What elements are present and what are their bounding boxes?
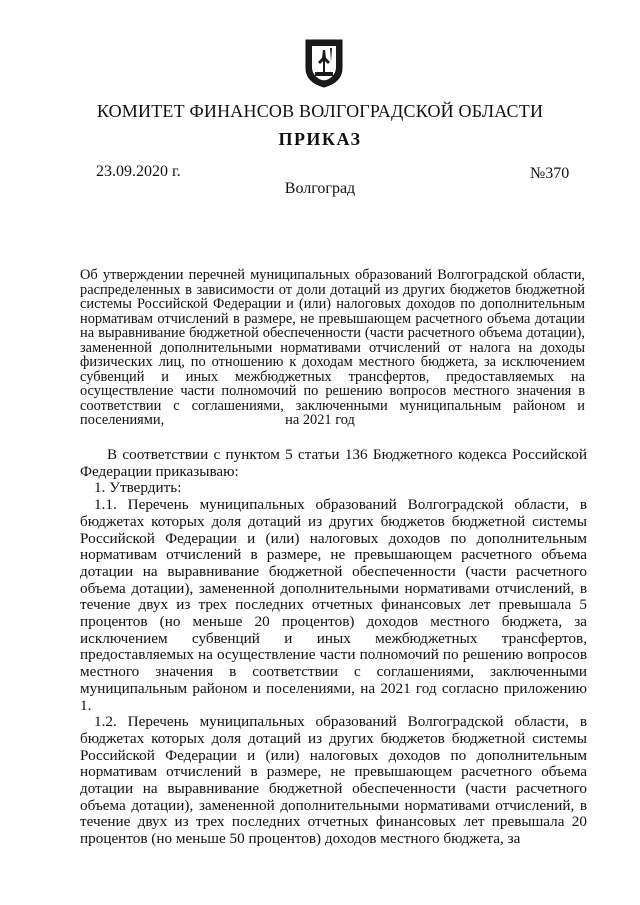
body-item-1: 1. Утвердить: <box>94 479 182 497</box>
order-body <box>80 447 587 848</box>
document-number: №370 <box>530 165 570 182</box>
document-type: ПРИКАЗ <box>278 129 362 149</box>
volgograd-coat-of-arms-icon <box>304 38 344 88</box>
document-city: Волгоград <box>284 180 356 197</box>
order-subject-last-line: на 2021 год <box>285 412 355 428</box>
body-item-1-1: 1.1. Перечень муниципальных образований Волгоградской области, в бюджетах которых доля дотаций из других бюджетов бюджетной системы Российской Федерации и (или) налоговых доходов по дополнительным нормативам отчислений в размере, не превышающем расчетного объема дотации на выравнивание бюджетной обеспеченности (части расчетного объема дотации), замененной дополнительными нормативами отчислений, в течение двух из трех последних отчетных финансовых лет превышала 5 процентов (но меньше 20 процентов) доходов местного бюджета, за исключением субвенций и иных межбюджетных трансфертов, предоставляемых на осуществление части полномочий по решению вопросов местного значения в соответствии с соглашениями, заключенными муниципальным районом и поселениями, на 2021 год согласно приложению 1. <box>80 496 587 714</box>
body-item-1-2: 1.2. Перечень муниципальных образований Волгоградской области, в бюджетах которых доля дотаций из других бюджетов бюджетной системы Российской Федерации и (или) налоговых доходов по дополнительным нормативам отчислений в размере, не превышающем расчетного объема дотации на выравнивание бюджетной обеспеченности (части расчетного объема дотации), замененной дополнительными нормативами отчислений, в течение двух из трех последних отчетных финансовых лет превышала 20 процентов (но меньше 50 процентов) доходов местного бюджета, за <box>80 713 587 848</box>
organization-title: КОМИТЕТ ФИНАНСОВ ВОЛГОГРАДСКОЙ ОБЛАСТИ <box>96 101 544 121</box>
order-subject: Об утверждении перечней муниципальных образований Волгоградской области, распределенных в зависимости от доли дотаций из других бюджетов бюджетной системы Российской Федерации и (или) налоговых доходов по дополнительным нормативам отчислений в размере, не превышающем расчетного объема дотации на выравнивание бюджетной обеспеченности (части расчетного объема дотации), замененной дополнительными нормативами отчислений от налога на доходы физических лиц, по отношению к доходам местного бюджета, за исключением субвенций и иных межбюджетных трансфертов, предоставляемых на осуществление части полномочий по решению вопросов местного значения в соответствии с соглашениями, заключенными муниципальным районом и поселениями, <box>80 267 585 428</box>
body-intro: В соответствии с пунктом 5 статьи 136 Бюджетного кодекса Российской Федерации приказываю: <box>80 446 587 480</box>
document-date: 23.09.2020 г. <box>96 163 181 180</box>
